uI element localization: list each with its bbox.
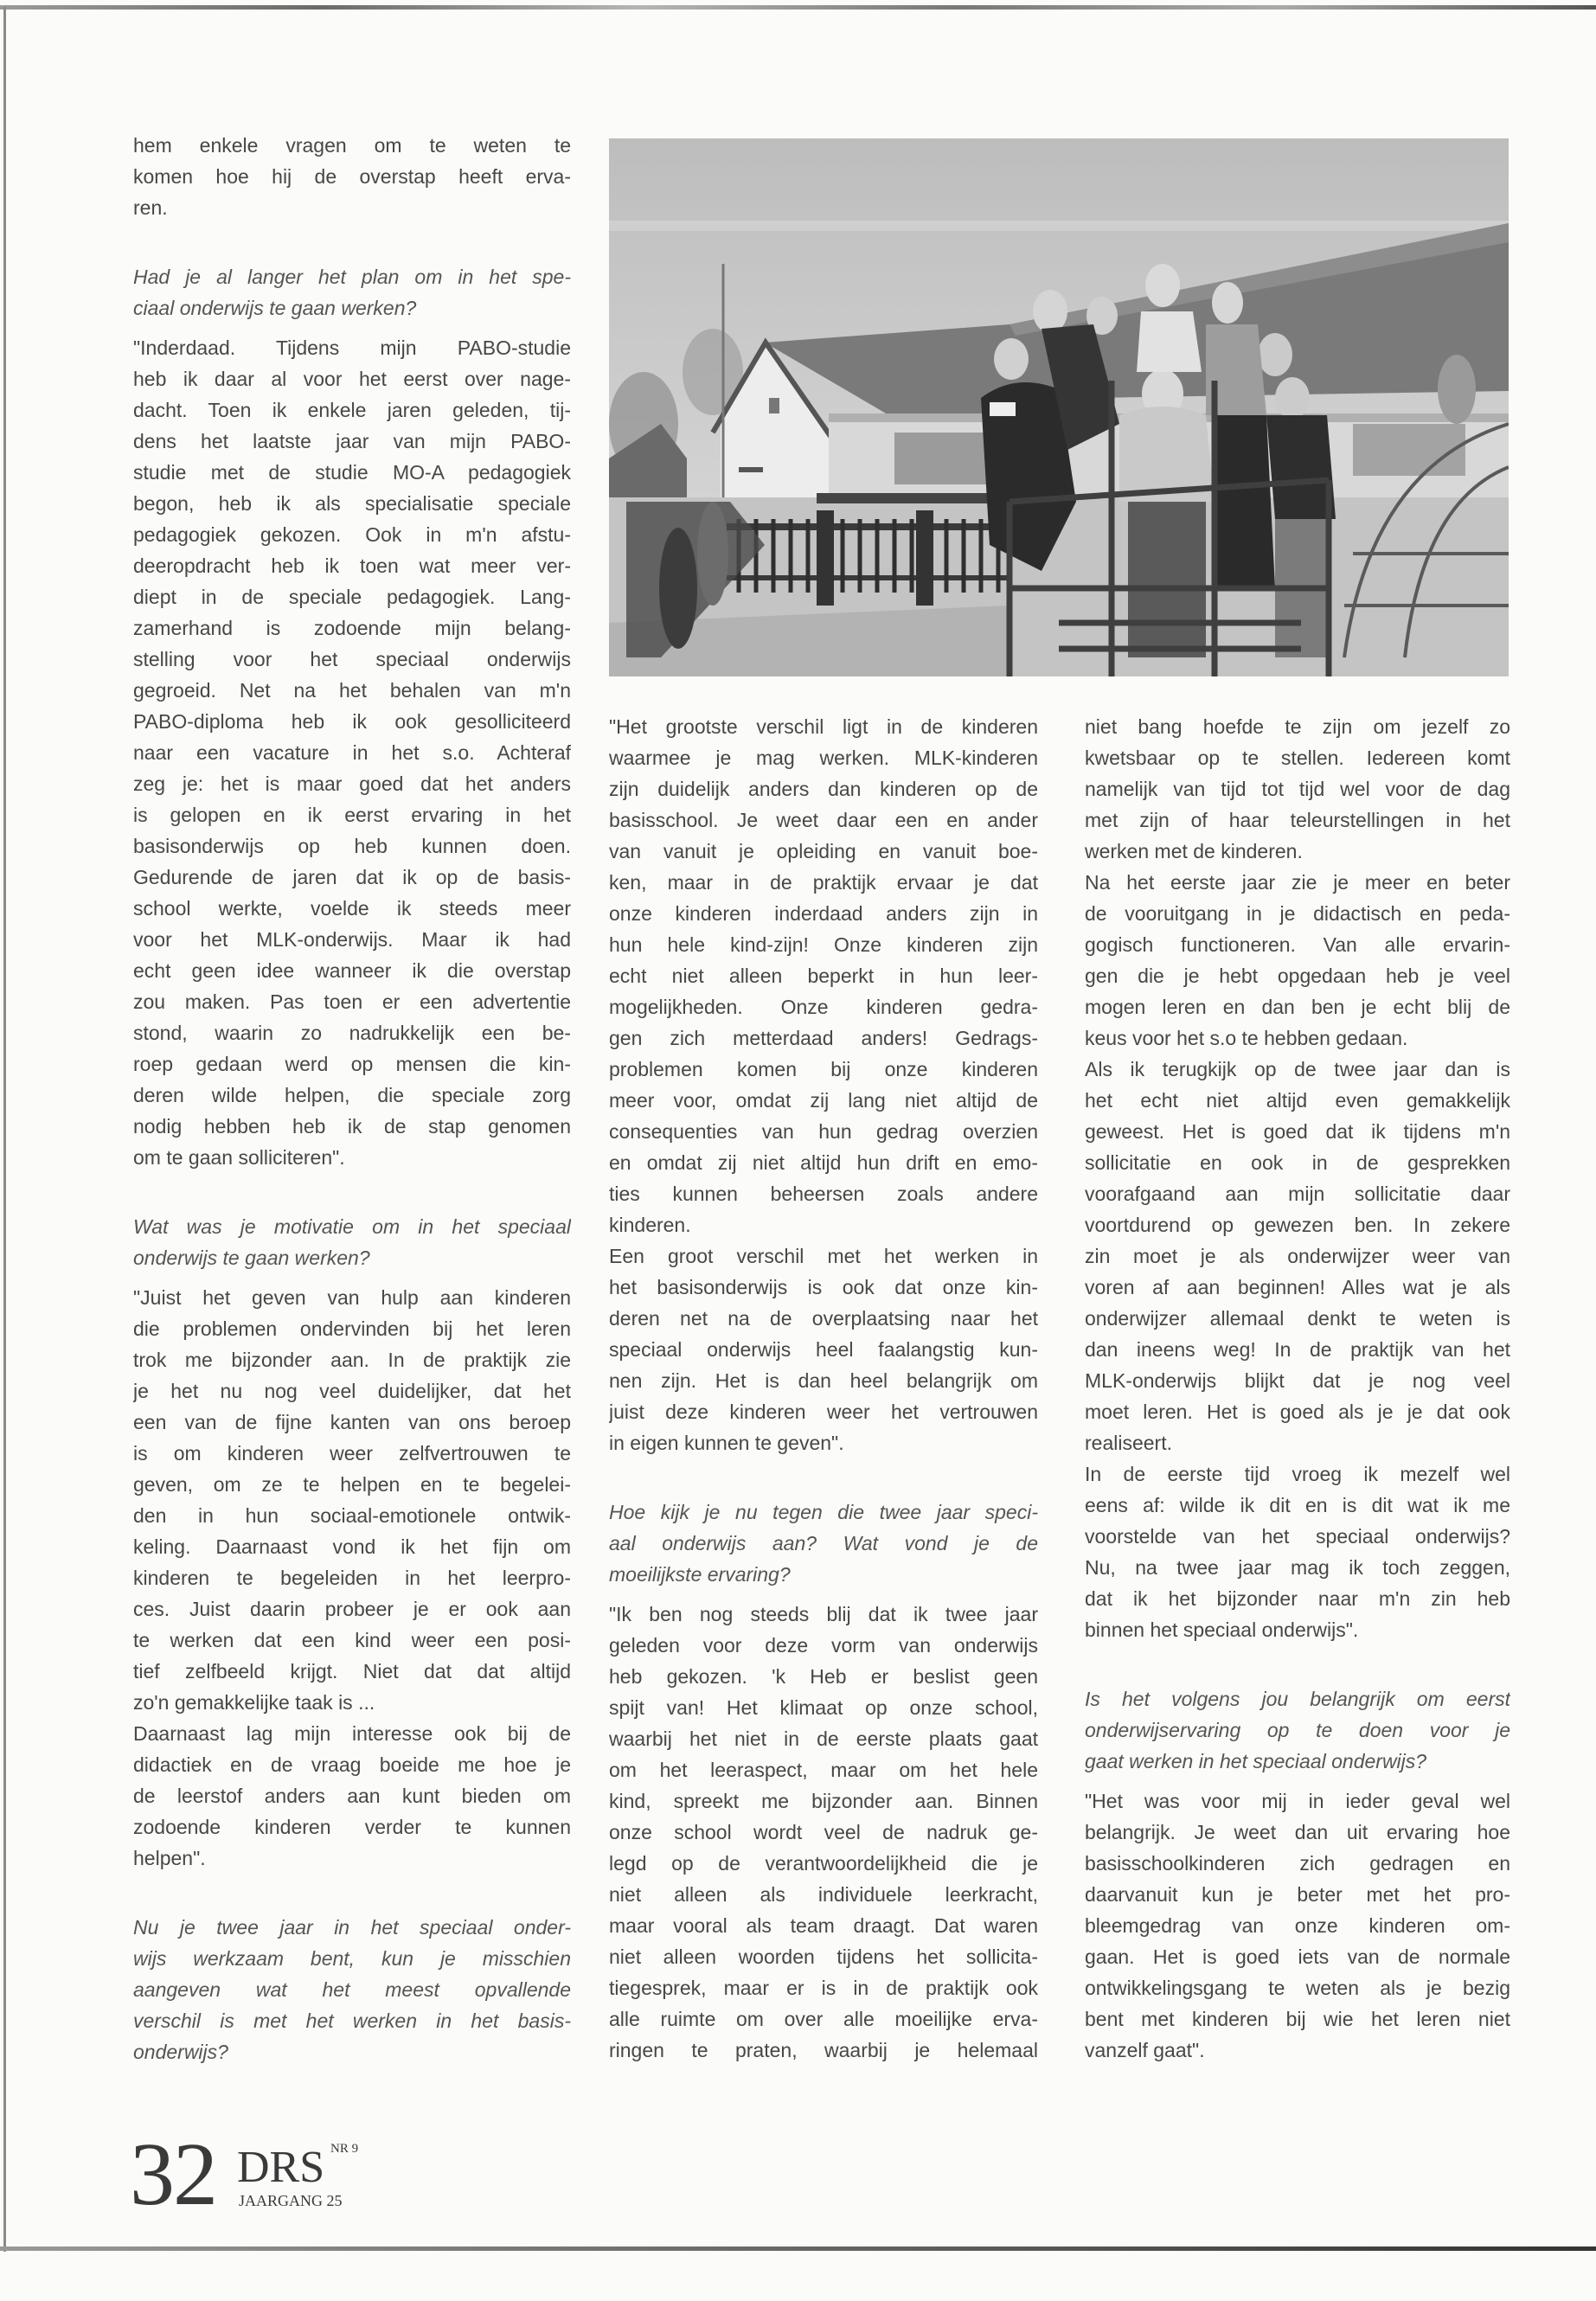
text-line: binnen het speciaal onderwijs". bbox=[1085, 1618, 1359, 1641]
text-line: spijt van! Het klimaat op onze school, bbox=[609, 1696, 1038, 1719]
text-line: consequenties van hun gedrag overzien bbox=[609, 1120, 1038, 1143]
text-line: meer voor, omdat zij lang niet altijd de bbox=[609, 1089, 1038, 1112]
text-line: Nu je twee jaar in het speciaal onder- bbox=[133, 1916, 571, 1939]
text-line: voor het MLK-onderwijs. Maar ik had bbox=[133, 928, 571, 951]
text-line: didactiek en de vraag boeide me hoe je bbox=[133, 1753, 571, 1776]
text-line: moet leren. Het is goed als je je dat ook bbox=[1085, 1400, 1510, 1423]
article-paragraph bbox=[133, 1718, 571, 1874]
interview-question bbox=[609, 1497, 1038, 1590]
text-line: niet alleen woorden tijdens het sollicita- bbox=[609, 1945, 1038, 1968]
text-line: Nu, na twee jaar mag ik toch zeggen, bbox=[1085, 1556, 1510, 1579]
text-line: het echt niet altijd even gemakkelijk bbox=[1085, 1089, 1510, 1112]
text-line: "Juist het geven van hulp aan kinderen bbox=[133, 1286, 571, 1309]
text-line: hem enkele vragen om te weten te bbox=[133, 134, 571, 157]
text-line: daarvanuit kun je beter met het pro- bbox=[1085, 1883, 1510, 1906]
text-line: basisonderwijs op heb kunnen doen. bbox=[133, 835, 571, 857]
interview-question bbox=[133, 261, 571, 324]
text-line: zodoende kinderen verder te kunnen bbox=[133, 1816, 571, 1838]
text-line: onze kinderen inderdaad anders zijn in bbox=[609, 902, 1038, 925]
article-paragraph bbox=[1085, 711, 1510, 867]
text-line: ringen te praten, waarbij je helemaal bbox=[609, 2039, 1038, 2061]
text-line: heb ik daar al voor het eerst over nage- bbox=[133, 368, 571, 390]
text-line: zin moet je als onderwijzer weer van bbox=[1085, 1245, 1510, 1267]
text-line: "Het was voor mij in ieder geval wel bbox=[1085, 1790, 1510, 1812]
text-line: onze school wordt veel de nadruk ge- bbox=[609, 1821, 1038, 1843]
text-line: maar vooral als team draagt. Dat waren bbox=[609, 1914, 1038, 1937]
text-line: dan ineens weg! In de praktijk van het bbox=[1085, 1338, 1510, 1361]
text-line: "Ik ben nog steeds blij dat ik twee jaar bbox=[609, 1603, 1038, 1625]
text-line: onderwijs? bbox=[133, 2041, 228, 2063]
text-line: speciaal onderwijs heel faalangstig kun- bbox=[609, 1338, 1038, 1361]
text-line: MLK-onderwijs blijkt dat je nog veel bbox=[1085, 1369, 1510, 1392]
text-line: onderwijzer allemaal denkt te weten is bbox=[1085, 1307, 1510, 1330]
text-line: tief zelfbeeld krijgt. Niet dat dat altijd bbox=[133, 1660, 571, 1682]
photo-children-on-playground bbox=[609, 138, 1509, 676]
text-line: den in hun sociaal-emotionele ontwik- bbox=[133, 1504, 571, 1527]
text-line: om het leeraspect, maar om het hele bbox=[609, 1759, 1038, 1781]
text-line: Daarnaast lag mijn interesse ook bij de bbox=[133, 1722, 571, 1745]
text-line: vanzelf gaat". bbox=[1085, 2039, 1205, 2061]
text-line: geweest. Het is goed dat ik tijdens m'n bbox=[1085, 1120, 1510, 1143]
text-line: ken, maar in de praktijk ervaar je dat bbox=[609, 871, 1038, 894]
text-line: kind, spreekt me bijzonder aan. Binnen bbox=[609, 1790, 1038, 1812]
article-paragraph bbox=[1085, 867, 1510, 1054]
text-line: gogisch functioneren. Van alle ervarin- bbox=[1085, 933, 1510, 956]
interview-question bbox=[133, 1912, 571, 2067]
text-line: Als ik terugkijk op de twee jaar dan is bbox=[1085, 1058, 1510, 1080]
text-line: ren. bbox=[133, 196, 168, 219]
article-paragraph bbox=[133, 332, 571, 1173]
issue-number: NR 9 bbox=[330, 2142, 359, 2156]
text-line: de vooruitgang in je didactisch en peda- bbox=[1085, 902, 1510, 925]
text-line: onderwijservaring op te doen voor je bbox=[1085, 1719, 1510, 1741]
text-line: basisschoolkinderen zich gedragen en bbox=[1085, 1852, 1510, 1875]
text-line: zeg je: het is maar goed dat het anders bbox=[133, 772, 571, 795]
article-paragraph bbox=[609, 1599, 1038, 2066]
text-line: keling. Daarnaast vond ik het fijn om bbox=[133, 1535, 571, 1558]
text-line: met zijn of haar teleurstellingen in het bbox=[1085, 809, 1510, 831]
text-line: wijs werkzaam bent, kun je misschien bbox=[133, 1947, 571, 1970]
text-line: ontwikkelingsgang te weten als je bezig bbox=[1085, 1977, 1510, 1999]
text-line: zo'n gemakkelijke taak is ... bbox=[133, 1691, 375, 1714]
text-line: naar een vacature in het s.o. Achteraf bbox=[133, 741, 571, 764]
text-line: gegroeid. Net na het behalen van m'n bbox=[133, 679, 571, 702]
text-line: begon, heb ik als specialisatie speciale bbox=[133, 492, 571, 515]
text-line: stond, waarin zo nadrukkelijk een be- bbox=[133, 1022, 571, 1044]
text-line: waarbij het niet in de eerste plaats gaat bbox=[609, 1727, 1038, 1750]
text-line: deeropdracht heb ik toen wat meer ver- bbox=[133, 554, 571, 577]
text-line: legd op de verantwoordelijkheid die je bbox=[609, 1852, 1038, 1875]
text-line: om te gaan solliciteren". bbox=[133, 1146, 345, 1169]
text-line: moeilijkste ervaring? bbox=[609, 1563, 791, 1586]
text-line: pedagogiek gekozen. Ook in m'n afstu- bbox=[133, 523, 571, 546]
text-line: problemen komen bij onze kinderen bbox=[609, 1058, 1038, 1080]
text-line: "Het grootste verschil ligt in de kinderen bbox=[609, 715, 1038, 738]
text-line: tiegesprek, maar er is in de praktijk ook bbox=[609, 1977, 1038, 1999]
text-line: ciaal onderwijs te gaan werken? bbox=[133, 297, 417, 319]
page-edge-bottom bbox=[0, 2247, 1596, 2251]
text-line: geven, om ze te helpen en te begelei- bbox=[133, 1473, 571, 1496]
page-edge-top bbox=[0, 5, 1596, 10]
text-line: gaan. Het is goed iets van de normale bbox=[1085, 1945, 1510, 1968]
text-line: Een groot verschil met het werken in bbox=[609, 1245, 1038, 1267]
text-line: eens af: wilde ik dit en is dit wat ik me bbox=[1085, 1494, 1510, 1516]
volume-label: JAARGANG 25 bbox=[239, 2192, 343, 2209]
text-line: dat ik het bijzonder naar m'n zin heb bbox=[1085, 1587, 1510, 1610]
text-line: Wat was je motivatie om in het speciaal bbox=[133, 1215, 571, 1238]
magazine-title: DRS bbox=[237, 2143, 325, 2192]
text-line: nodig hebben heb ik de stap genomen bbox=[133, 1115, 571, 1138]
article-column-1 bbox=[133, 130, 571, 2067]
article-column-3 bbox=[1085, 711, 1510, 2066]
text-line: Hoe kijk je nu tegen die twee jaar speci- bbox=[609, 1501, 1038, 1523]
text-line: kinderen. bbox=[609, 1214, 691, 1236]
text-line: nen zijn. Het is dan heel belangrijk om bbox=[609, 1369, 1038, 1392]
text-line: de leerstof anders aan kunt bieden om bbox=[133, 1785, 571, 1807]
text-line: Na het eerste jaar zie je meer en beter bbox=[1085, 871, 1510, 894]
text-line: sollicitatie en ook in de gesprekken bbox=[1085, 1151, 1510, 1174]
text-line: kinderen te begeleiden in het leerpro- bbox=[133, 1567, 571, 1589]
interview-question bbox=[1085, 1683, 1510, 1777]
text-line: dacht. Toen ik enkele jaren geleden, tij- bbox=[133, 399, 571, 421]
article-column-2 bbox=[609, 711, 1038, 2066]
text-line: zijn duidelijk anders dan kinderen op de bbox=[609, 778, 1038, 800]
text-line: het basisonderwijs is ook dat onze kin- bbox=[609, 1276, 1038, 1298]
text-line: In de eerste tijd vroeg ik mezelf wel bbox=[1085, 1463, 1510, 1485]
text-line: heb gekozen. 'k Heb er beslist geen bbox=[609, 1665, 1038, 1688]
text-line: komen hoe hij de overstap heeft erva- bbox=[133, 165, 571, 188]
text-line: is gelopen en ik eerst ervaring in het bbox=[133, 804, 571, 826]
text-line: in eigen kunnen te geven". bbox=[609, 1432, 844, 1454]
text-line: realiseert. bbox=[1085, 1432, 1172, 1454]
text-line: basisschool. Je weet daar een en ander bbox=[609, 809, 1038, 831]
text-line: gen zich metterdaad anders! Gedrags- bbox=[609, 1027, 1038, 1049]
text-line: voren af aan beginnen! Alles wat je als bbox=[1085, 1276, 1510, 1298]
text-line: kwetsbaar op te stellen. Iedereen komt bbox=[1085, 747, 1510, 769]
text-line: je het nu nog veel duidelijker, dat het bbox=[133, 1380, 571, 1402]
text-line: trok me bijzonder aan. In de praktijk zie bbox=[133, 1349, 571, 1371]
article-paragraph bbox=[133, 1282, 571, 1718]
text-line: deren wilde helpen, die speciale zorg bbox=[133, 1084, 571, 1106]
text-line: Is het volgens jou belangrijk om eerst bbox=[1085, 1688, 1510, 1710]
text-line: en omdat zij niet altijd hun drift en emo- bbox=[609, 1151, 1038, 1174]
text-line: roep gedaan werd op mensen die kin- bbox=[133, 1053, 571, 1075]
text-line: Gedurende de jaren dat ik op de basis- bbox=[133, 866, 571, 888]
text-line: deren net na de overplaatsing naar het bbox=[609, 1307, 1038, 1330]
text-line: geleden voor deze vorm van onderwijs bbox=[609, 1634, 1038, 1657]
text-line: mogen leren en dan ben je echt blij de bbox=[1085, 996, 1510, 1018]
text-line: echt geen idee wanneer ik die overstap bbox=[133, 959, 571, 982]
text-line: verschil is met het werken in het basis- bbox=[133, 2009, 571, 2032]
text-line: aangeven wat het meest opvallende bbox=[133, 1978, 571, 2001]
text-line: niet bang hoefde te zijn om jezelf zo bbox=[1085, 715, 1510, 738]
article-paragraph bbox=[609, 1240, 1038, 1458]
text-line: studie met de studie MO-A pedagogiek bbox=[133, 461, 571, 484]
interview-question bbox=[133, 1211, 571, 1273]
text-line: dens het laatste jaar van mijn PABO- bbox=[133, 430, 571, 452]
text-line: helpen". bbox=[133, 1847, 206, 1869]
text-line: school werkte, voelde ik steeds meer bbox=[133, 897, 571, 920]
text-line: Had je al langer het plan om in het spe- bbox=[133, 266, 571, 288]
text-line: belangrijk. Je weet dan uit ervaring hoe bbox=[1085, 1821, 1510, 1843]
text-line: te werken dat een kind weer een posi- bbox=[133, 1629, 571, 1651]
text-line: gen die je hebt opgedaan heb je veel bbox=[1085, 965, 1510, 987]
text-line: ties kunnen beheersen zoals andere bbox=[609, 1183, 1038, 1205]
article-paragraph bbox=[1085, 1458, 1510, 1645]
text-line: onderwijs te gaan werken? bbox=[133, 1247, 370, 1269]
article-paragraph bbox=[609, 711, 1038, 1240]
text-line: een van de fijne kanten van ons beroep bbox=[133, 1411, 571, 1433]
text-line: werken met de kinderen. bbox=[1085, 840, 1303, 862]
text-line: hun hele kind-zijn! Onze kinderen zijn bbox=[609, 933, 1038, 956]
text-line: ces. Juist daarin probeer je er ook aan bbox=[133, 1598, 571, 1620]
text-line: echt niet alleen beperkt in hun leer- bbox=[609, 965, 1038, 987]
text-line: aal onderwijs aan? Wat vond je de bbox=[609, 1532, 1038, 1554]
text-line: waarmee je mag werken. MLK-kinderen bbox=[609, 747, 1038, 769]
text-line: namelijk van tijd tot tijd wel voor de dag bbox=[1085, 778, 1510, 800]
text-line: diept in de speciale pedagogiek. Lang- bbox=[133, 586, 571, 608]
text-line: bent met kinderen bij wie het leren niet bbox=[1085, 2008, 1510, 2030]
text-line: keus voor het s.o te hebben gedaan. bbox=[1085, 1027, 1408, 1049]
text-line: niet alleen als individuele leerkracht, bbox=[609, 1883, 1038, 1906]
text-line: "Inderdaad. Tijdens mijn PABO-studie bbox=[133, 336, 571, 359]
text-line: stelling voor het speciaal onderwijs bbox=[133, 648, 571, 670]
text-line: gaat werken in het speciaal onderwijs? bbox=[1085, 1750, 1427, 1772]
text-line: bleemgedrag van onze kinderen om- bbox=[1085, 1914, 1510, 1937]
text-line: mogelijkheden. Onze kinderen gedra- bbox=[609, 996, 1038, 1018]
text-line: zamerhand is zodoende mijn belang- bbox=[133, 617, 571, 639]
page-edge-left bbox=[3, 7, 6, 2252]
text-line: zou maken. Pas toen er een advertentie bbox=[133, 990, 571, 1013]
text-line: die problemen ondervinden bij het leren bbox=[133, 1317, 571, 1340]
text-line: van vanuit je opleiding en vanuit boe- bbox=[609, 840, 1038, 862]
article-paragraph bbox=[1085, 1054, 1510, 1458]
text-line: juist deze kinderen weer het vertrouwen bbox=[609, 1400, 1038, 1423]
text-line: alle ruimte om over alle moeilijke erva- bbox=[609, 2008, 1038, 2030]
text-line: is om kinderen weer zelfvertrouwen te bbox=[133, 1442, 571, 1465]
text-line: voorstelde van het speciaal onderwijs? bbox=[1085, 1525, 1510, 1548]
article-paragraph bbox=[1085, 1785, 1510, 2066]
text-line: voorafgaand aan mijn sollicitatie daar bbox=[1085, 1183, 1510, 1205]
text-line: voortdurend op gewezen ben. In zekere bbox=[1085, 1214, 1510, 1236]
text-line: PABO-diploma heb ik ook gesolliciteerd bbox=[133, 710, 571, 733]
article-paragraph bbox=[133, 130, 571, 223]
page-number: 32 bbox=[130, 2125, 216, 2224]
